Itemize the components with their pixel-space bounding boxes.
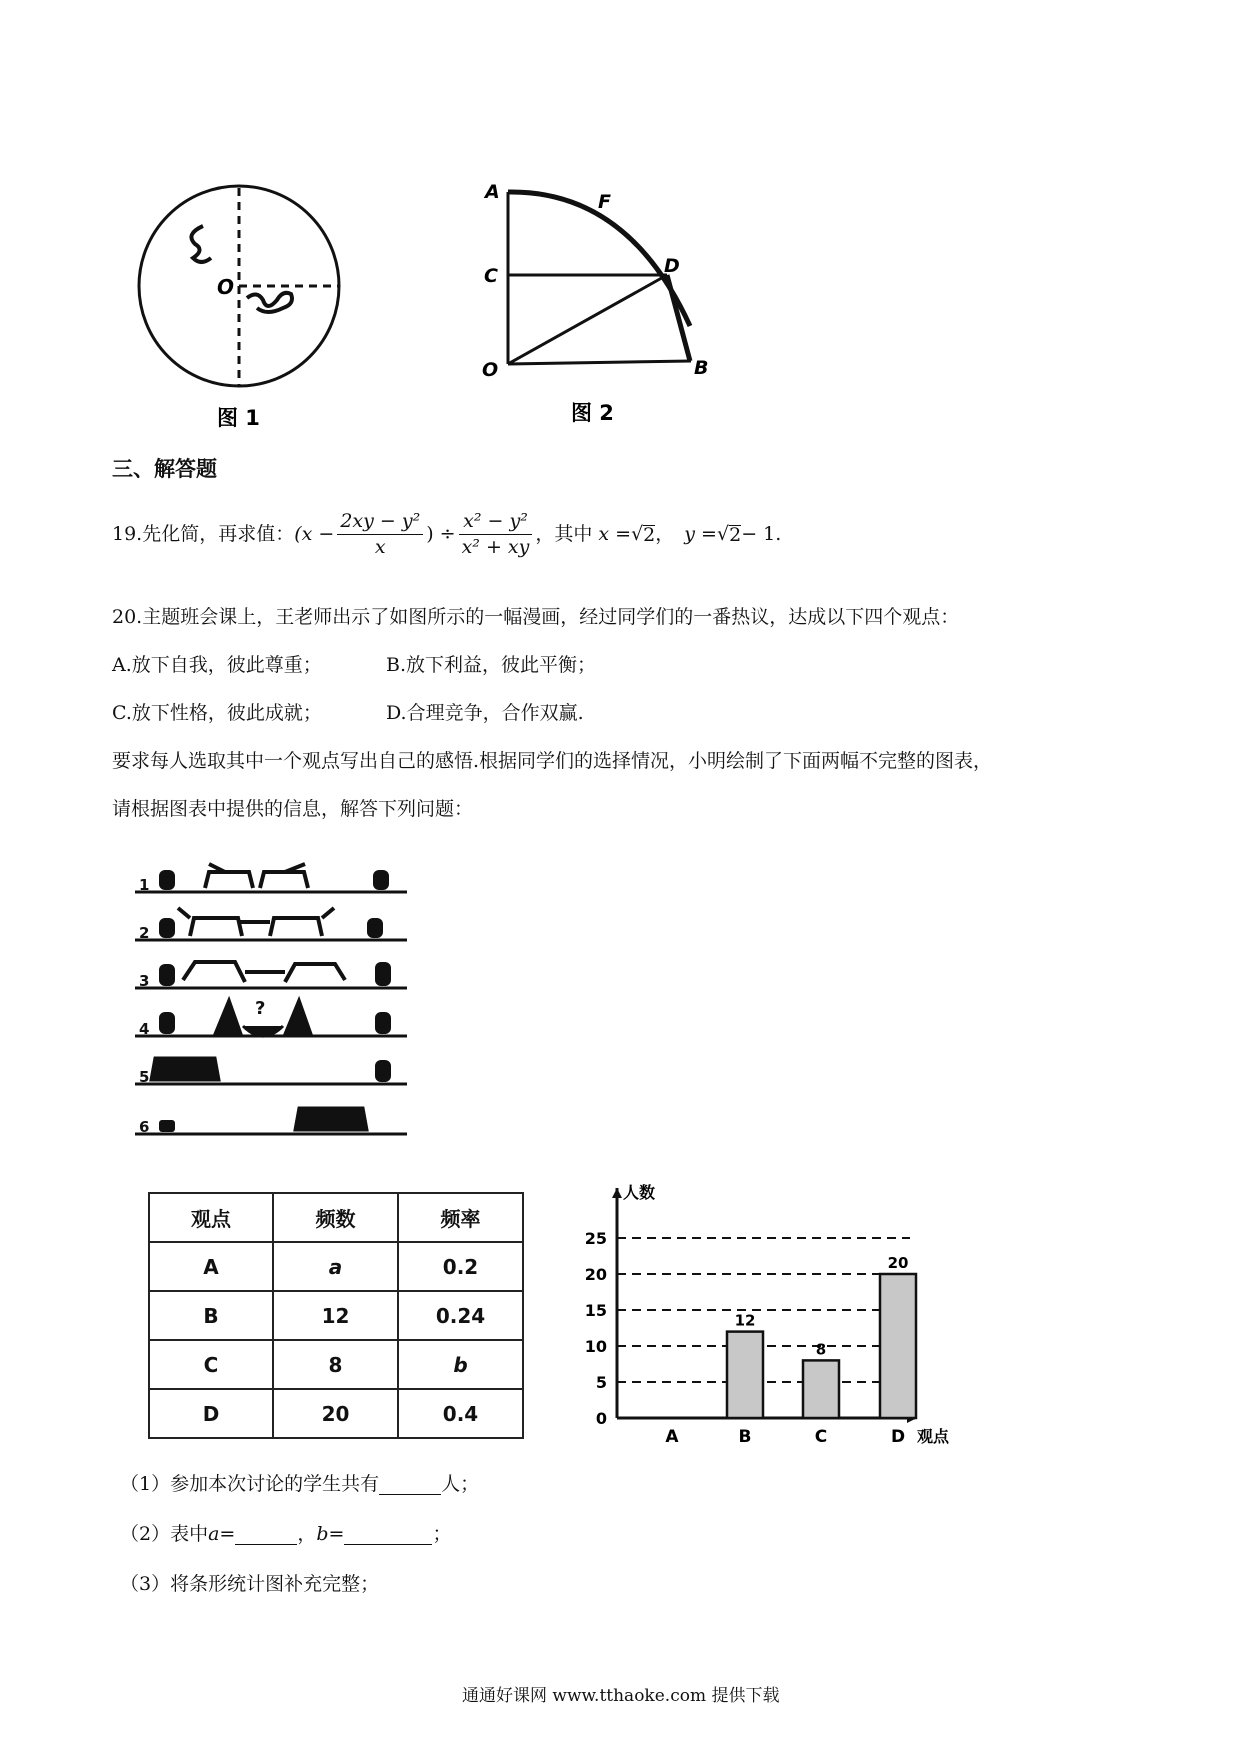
frequency-table bbox=[148, 1192, 524, 1439]
q20-requirement-1: 要求每人选取其中一个观点写出自己的感悟.根据同学们的选择情况，小明绘制了下面两幅不完整的图表， bbox=[112, 750, 993, 772]
table-header: 频数 bbox=[273, 1193, 398, 1242]
table-cell: A bbox=[149, 1242, 273, 1291]
comic-label-5: 5 bbox=[139, 1068, 150, 1086]
sub1-unit: 人； bbox=[441, 1473, 480, 1495]
sub-question-2 bbox=[120, 1525, 451, 1545]
q19-y-eq: y = bbox=[684, 523, 717, 545]
q19-lead: 19.先化简，再求值： bbox=[112, 523, 295, 545]
question-19 bbox=[112, 512, 781, 557]
sqrt-symbol: √ bbox=[716, 523, 730, 545]
q19-fraction-2 bbox=[459, 512, 533, 557]
point-c-label: C bbox=[484, 265, 498, 287]
point-d-label: D bbox=[664, 255, 680, 277]
bar bbox=[803, 1360, 839, 1418]
x-tick-label: B bbox=[738, 1427, 752, 1447]
q20-requirement-2: 请根据图表中提供的信息，解答下列问题： bbox=[112, 798, 474, 820]
haystack-icon bbox=[159, 1012, 175, 1034]
q20-intro: 20.主题班会课上，王老师出示了如图所示的一幅漫画，经过同学们的一番热议，达成以下四个观点： bbox=[112, 606, 960, 628]
table-row bbox=[149, 1389, 523, 1438]
q20-option-a: A.放下自我，彼此尊重； bbox=[112, 654, 322, 676]
sub-question-1 bbox=[120, 1475, 479, 1495]
table-row bbox=[149, 1291, 523, 1340]
donkeys-icon bbox=[205, 864, 308, 888]
bar bbox=[727, 1332, 763, 1418]
haystack-icon bbox=[159, 870, 175, 890]
answer-blank-b bbox=[344, 1525, 432, 1545]
q19-sqrt2: 2 bbox=[643, 523, 656, 546]
y-tick-label: 20 bbox=[584, 1265, 607, 1284]
sub2-var-a: a bbox=[208, 1523, 220, 1545]
sub2-eq2: = bbox=[328, 1523, 345, 1545]
section-title: 三、解答题 bbox=[112, 456, 217, 481]
q19-comma: ， bbox=[655, 523, 675, 545]
haystack-icon bbox=[367, 918, 383, 938]
bar-chart bbox=[565, 1178, 965, 1458]
point-o-label: O bbox=[482, 359, 499, 381]
comic-label-6: 6 bbox=[139, 1118, 150, 1136]
comic-strip bbox=[135, 850, 415, 1160]
q19-frac1-numerator: 2xy − y² bbox=[337, 512, 423, 535]
table-cell: D bbox=[149, 1389, 273, 1438]
comic-label-2: 2 bbox=[139, 924, 150, 942]
comic-label-1: 1 bbox=[139, 876, 150, 894]
table-header: 观点 bbox=[149, 1193, 273, 1242]
table-cell: 20 bbox=[273, 1389, 398, 1438]
table-header: 频率 bbox=[398, 1193, 523, 1242]
bar-value-label: 8 bbox=[815, 1340, 827, 1359]
comic-label-3: 3 bbox=[139, 972, 150, 990]
segment-ob bbox=[508, 361, 691, 364]
y-axis-arrow bbox=[612, 1188, 622, 1198]
table-cell: 0.2 bbox=[398, 1242, 523, 1291]
point-a-label: A bbox=[485, 181, 500, 203]
bar-value-label: 20 bbox=[887, 1254, 909, 1272]
figure-2 bbox=[478, 178, 738, 428]
haystack-icon bbox=[375, 1060, 391, 1082]
haystack-icon bbox=[159, 964, 175, 986]
y-axis-label: 人数 bbox=[623, 1183, 656, 1202]
sub2-end: ； bbox=[432, 1523, 452, 1545]
haystack-icon bbox=[159, 1120, 175, 1132]
table-cell: a bbox=[273, 1242, 398, 1291]
point-f-label: F bbox=[598, 191, 611, 213]
haystack-icon bbox=[375, 1012, 391, 1034]
q19-x-eq: x = bbox=[598, 523, 632, 545]
q19-frac1-denominator: x bbox=[374, 536, 386, 558]
table-cell: 0.4 bbox=[398, 1389, 523, 1438]
table-row bbox=[149, 1242, 523, 1291]
eating-donkeys-icon bbox=[295, 1108, 367, 1130]
point-o-label: O bbox=[217, 275, 235, 299]
x-tick-label: A bbox=[665, 1427, 679, 1447]
table-header-row bbox=[149, 1193, 523, 1242]
sub2-var-b: b bbox=[316, 1523, 329, 1545]
q19-frac2-numerator: x² − y² bbox=[459, 512, 533, 535]
q19-fraction-1 bbox=[337, 512, 423, 557]
table-cell: C bbox=[149, 1340, 273, 1389]
figure-2-caption: 图 2 bbox=[571, 401, 614, 425]
q19-close-div: ) ÷ bbox=[426, 523, 456, 545]
logo-glyph-upper bbox=[191, 226, 211, 262]
bar bbox=[880, 1274, 916, 1418]
bar-value-label: 12 bbox=[734, 1311, 756, 1330]
sub2-eq: = bbox=[219, 1523, 236, 1545]
table-cell: 8 bbox=[273, 1340, 398, 1389]
logo-glyph-lower bbox=[247, 293, 292, 312]
y-tick-label: 25 bbox=[584, 1229, 607, 1248]
x-tick-label: C bbox=[814, 1427, 828, 1447]
haystack-icon bbox=[373, 870, 389, 890]
sub2-text: （2）表中 bbox=[120, 1523, 209, 1545]
eating-donkeys-icon bbox=[151, 1058, 219, 1080]
q20-option-b: B.放下利益，彼此平衡； bbox=[386, 654, 597, 676]
table-row bbox=[149, 1340, 523, 1389]
table-cell: 12 bbox=[273, 1291, 398, 1340]
q19-open: (x − bbox=[294, 523, 335, 545]
sqrt-symbol: √ bbox=[631, 523, 644, 545]
x-axis-label: 观点 bbox=[917, 1427, 950, 1446]
q19-sqrt2b: 2 bbox=[729, 523, 742, 546]
sub-question-3: （3）将条形统计图补充完整； bbox=[120, 1573, 380, 1595]
haystack-icon bbox=[375, 962, 391, 986]
figure-1-caption: 图 1 bbox=[217, 406, 260, 430]
donkeys-icon bbox=[183, 962, 345, 982]
y-tick-label: 5 bbox=[595, 1373, 607, 1392]
table-cell: b bbox=[398, 1340, 523, 1389]
x-tick-label: D bbox=[890, 1427, 906, 1447]
sub1-text: （1）参加本次讨论的学生共有 bbox=[120, 1473, 380, 1495]
q19-tail: − 1. bbox=[741, 523, 782, 545]
segment-od bbox=[508, 275, 667, 364]
table-cell: B bbox=[149, 1291, 273, 1340]
q20-option-d: D.合理竞争，合作双赢. bbox=[386, 702, 584, 724]
q19-frac2-denominator: x² + xy bbox=[461, 536, 530, 558]
point-b-label: B bbox=[694, 357, 709, 379]
table-cell: 0.24 bbox=[398, 1291, 523, 1340]
haystack-icon bbox=[159, 918, 175, 938]
donkeys-icon bbox=[178, 908, 334, 936]
figure-1 bbox=[125, 180, 365, 430]
q19-mid: ，其中 bbox=[535, 523, 593, 545]
answer-blank-total bbox=[379, 1475, 441, 1495]
y-tick-label: 15 bbox=[584, 1301, 607, 1320]
y-tick-label: 10 bbox=[584, 1337, 607, 1356]
comic-label-4: 4 bbox=[139, 1020, 150, 1038]
q20-option-c: C.放下性格，彼此成就； bbox=[112, 702, 322, 724]
y-tick-label: 0 bbox=[595, 1409, 607, 1428]
answer-blank-a bbox=[235, 1525, 297, 1545]
page-footer: 通通好课网 www.tthaoke.com 提供下载 bbox=[462, 1686, 780, 1706]
sub2-comma: ， bbox=[297, 1523, 317, 1545]
comic-question-mark: ? bbox=[255, 998, 266, 1019]
